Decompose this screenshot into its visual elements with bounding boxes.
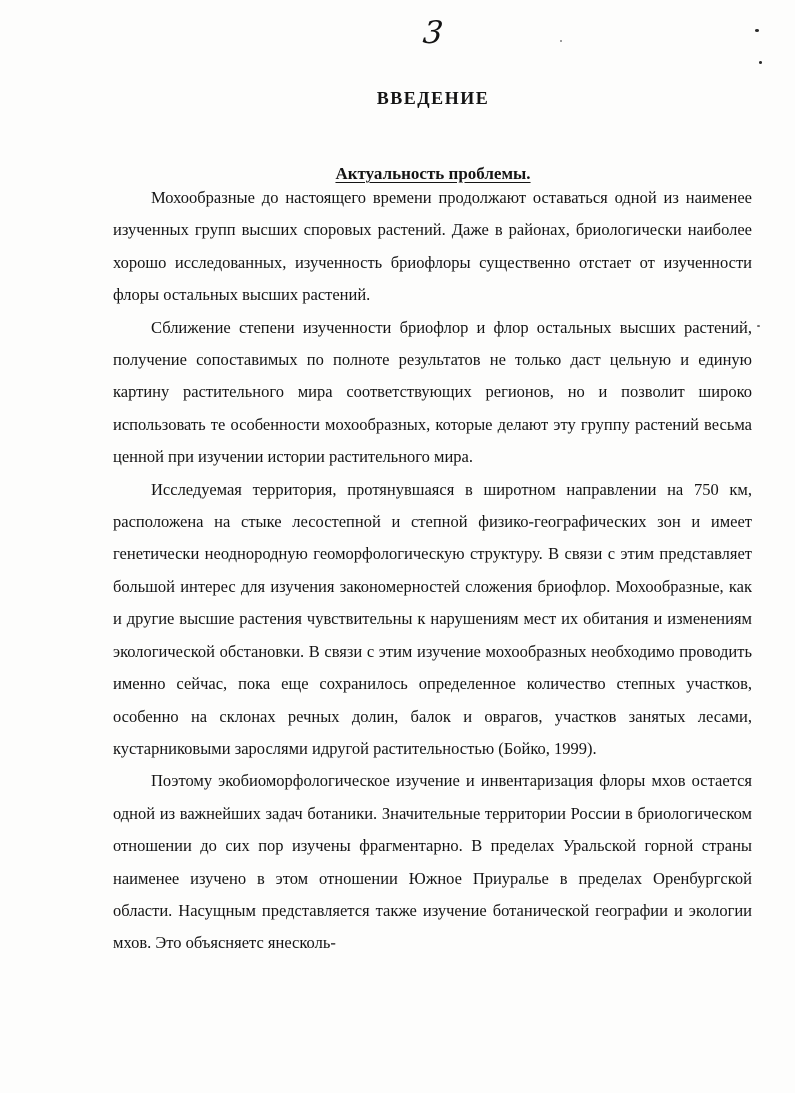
scan-artifact [759, 61, 762, 64]
paragraph: Исследуемая территория, протянувшаяся в широтном направлении на 750 км, расположена на стыке лесостепной и степной физико-географических зон и имеет генетически неоднородную геоморфологическую структуру. В связи с этим представляет большой интерес для изучения закономерностей сложения бриофлор. Мохообразные, как и другие высшие растения чувствительны к нарушениям мест их обитания и изменениям экологической обстановки. В связи с этим изучение мохообразных необходимо проводить именно сейчас, пока еще сохранилось определенное количество степных участков, особенно на склонах речных долин, балок и оврагов, участков занятых лесами, кустарниковыми зарослями идругой растительностью (Бойко, 1999). [113, 479, 752, 758]
scan-artifact [560, 40, 562, 42]
page-number: 3 [421, 15, 445, 51]
paragraph: Поэтому экобиоморфологическое изучение и инвентаризация флоры мхов остается одной из важнейших задач ботаники. Значительные территории России в бриологическом отношении до сих пор изучены фрагментарно. В пределах Уральской горной страны наименее изучено в этом отношении Южное Приуралье в пределах Оренбургской области. Насущным представляется также изучение ботанической географии и экологии мхов. Это объясняетс янесколь- [113, 771, 752, 953]
page-title: ВВЕДЕНИЕ [376, 88, 490, 109]
scan-artifact [757, 325, 760, 327]
scan-artifact [755, 29, 759, 32]
body-text [113, 182, 752, 960]
section-heading: Актуальность проблемы. [335, 164, 531, 184]
paragraph: Мохообразные до настоящего времени продолжают оставаться одной из наименее изученных групп высших споровых растений. Даже в районах, бриологически наиболее хорошо исследованных, изученность бриофлоры существенно отстает от изученности флоры остальных высших растений. [113, 188, 752, 305]
paragraph: Сближение степени изученности бриофлор и флор остальных высших растений, получение сопоставимых по полноте результатов не только даст цельную и единую картину растительного мира соответствующих регионов, но и позволит широко использовать те особенности мохообразных, которые делают эту группу растений весьма ценной при изучении истории растительного мира. [113, 317, 752, 467]
